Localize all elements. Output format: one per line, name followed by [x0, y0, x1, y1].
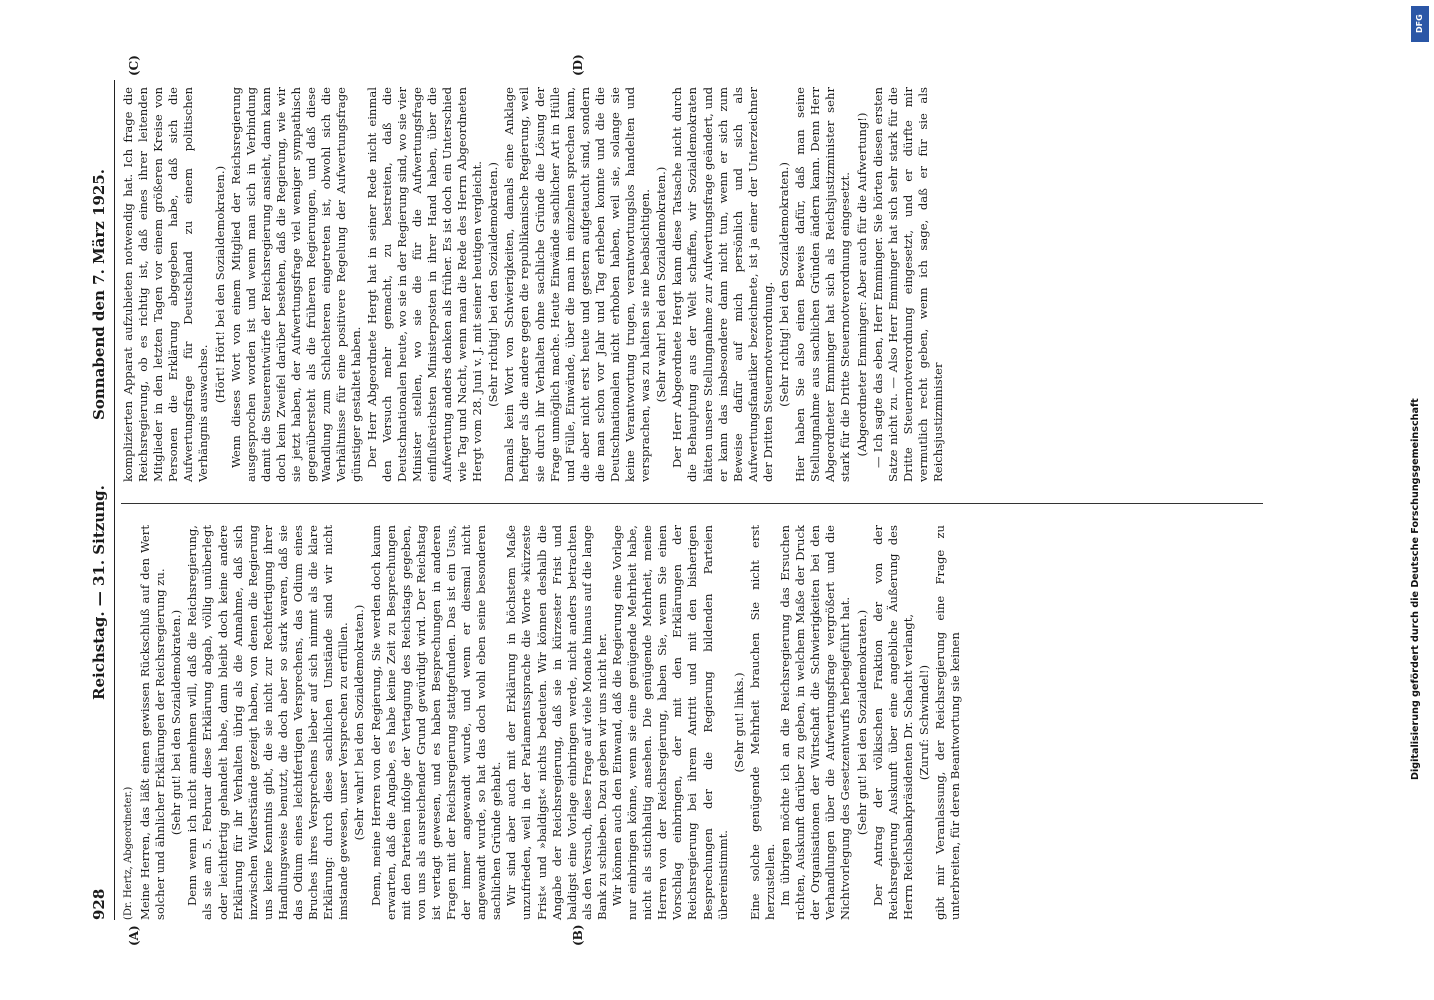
interjection: (Sehr richtig! bei den Sozialdemokraten.): [486, 162, 501, 407]
interjection: (Hört! Hört! bei den Sozialdemokraten.): [212, 165, 227, 404]
dfg-logo: DFG: [1411, 6, 1429, 42]
paragraph: Der Antrag der völkischen Fraktion der von der Reichsregierung Auskunft über eine angebliche Äußerung des Herrn Reichsbankpräsidenten Dr. Schacht verlangt,: [870, 525, 915, 920]
paragraph: gibt mir Veranlassung, der Reichsregierung eine Frage zu unterbreiten, für deren Beantwortung sie keinen: [932, 525, 963, 920]
paragraph: Der Herr Abgeordnete Hergt hat in seiner Rede nicht einmal den Versuch mehr gemacht, zu bestreiten, daß die Deutschnationalen heute, wo sie in der Regierung sind, wo sie vier Minister stellen, wo sie die für die Aufwertungsfrage einflußreichsten Ministerposten in ihrer Hand haben, über die Aufwertung anders denken als früher. Es ist doch ein Unterschied wie Tag und Nacht, wenn man die Rede des Herrn Abgeordneten Hergt vom 28. Juni v. J. mit seiner heutigen vergleicht.: [364, 87, 485, 482]
interjection: (Zuruf: Schwindel!): [916, 664, 931, 781]
paragraph: Damals kein Wort von Schwierigkeiten, damals eine Anklage heftiger als die andere gegen die republikanische Regierung, weil sie durch ihr Verhalten ohne sachliche Gründe die Lösung der Frage unmöglich mache. Heute Einwände sachlicher Art in Hülle und Fülle, Einwände, über die man im einzelnen sprechen kann, die aber nicht erst heute und gestern aufgetaucht sind, sondern die man schon vor Jahr und Tag erheben konnte und die die Deutschnationalen nicht erhoben haben, weil sie, solange sie keine Verantwortung trugen, verantwortungslos handelten und versprachen, was zu halten sie nie beabsichtigen.: [502, 87, 653, 482]
rotated-document-page: [85, 54, 1335, 946]
paragraph: Im übrigen möchte ich an die Reichsregierung das Ersuchen richten, Auskunft darüber zu geben, in welchem Maße der Druck der Organisationen der Wirtschaft die Schwierigkeiten bei den Verhandlungen über die Aufwertungsfrage vergrößert und die Nichtvorlegung des Gesetzentwurfs herbeigeführt hat.: [778, 525, 853, 920]
header-rule: [114, 80, 115, 920]
paragraph: Hier haben Sie also einen Beweis dafür, daß man seine Stellungnahme aus sachlichen Gründen ändern kann. Denn Herr Abgeordneter Emminger hat sich als Reichsjustizminister sehr stark für die Dritte Steuernotverordnung eingesetzt.: [793, 87, 853, 482]
paragraph: Wir können auch den Einwand, daß die Regierung eine Vorlage nur einbringen könne, wenn sie eine genügende Mehrheit habe, nicht als stichhaltig ansehen. Die genügende Mehrheit, meine Herren von der Reichsregierung, haben Sie, wenn Sie einen Vorschlag einbringen, der mit den Erklärungen der Reichsregierung bei ihrem Antritt und mit den bisherigen Besprechungen der die Regierung bildenden Parteien übereinstimmt.: [610, 525, 730, 920]
paragraph: Denn wenn ich nicht annehmen will, daß die Reichsregierung, als sie am 5. Februar diese Erklärung abgab, völlig unüberlegt oder leichtfertig gehandelt habe, dann bleibt doch keine andere Erklärung für ihr Verhalten übrig als die Annahme, daß sich inzwischen Widerstände gezeigt haben, von denen die Regierung uns keine Kenntnis gibt, die sie nicht zur Rechtfertigung ihrer Handlungsweise benutzt, die doch aber so stark waren, daß sie das Odium eines leichtfertigen Versprechens, das Odium eines Bruches ihres Versprechens lieber auf sich nimmt als die klare Erklärung: durch diese sachlichen Umstände sind wir nicht imstande gewesen, unser Versprechen zu erfüllen.: [185, 525, 351, 920]
left-text-column: [121, 525, 963, 920]
interjection: (Sehr gut! bei den Sozialdemokraten.): [854, 609, 869, 836]
margin-marker-d: (D): [571, 54, 585, 76]
margin-marker-c: (C): [127, 55, 141, 76]
paragraph: komplizierten Apparat aufzubieten notwendig hat. Ich frage die Reichsregierung, ob es richtig ist, daß eines ihrer leitenden Mitglieder in den letzten Tagen vor einem größeren Kreise von Personen die Erklärung abgegeben habe, daß sich die Aufwertungsfrage für Deutschland zu einem politischen Verhängnis auswachse.: [121, 87, 211, 482]
page-header: [85, 80, 115, 920]
credit-text: Digitalisierung gefördert durch die Deutsche Forschungsgemeinschaft: [1410, 398, 1421, 780]
interjection: (Sehr wahr! bei den Sozialdemokraten.): [352, 604, 367, 841]
interjection: (Sehr richtig! bei den Sozialdemokraten.): [777, 162, 792, 407]
interjection: (Sehr gut! bei den Sozialdemokraten.): [169, 609, 184, 836]
interjection: (Abgeordneter Emminger: Aber auch für die Aufwertung!): [854, 112, 869, 457]
page-number: 928: [90, 888, 108, 920]
paragraph: — Ich sagte das eben, Herr Emminger. Sie hörten diesen ersten Satze nicht zu. — Also Herr Emminger hat sich sehr stark für die Dritte Steuernotverordnung eingesetzt, und er dürfte mir vermutlich recht geben, wenn ich sage, daß er für sie als Reichsjustizminister: [870, 87, 945, 482]
paragraph: Meine Herren, das läßt einen gewissen Rückschluß auf den Wert solcher und ähnlicher Erklärungen der Reichsregierung zu.: [138, 525, 168, 920]
paragraph: Der Herr Abgeordnete Hergt kann diese Tatsache nicht durch die Behauptung aus der Welt schaffen, wir Sozialdemokraten hätten unsere Stellungnahme zur Aufwertungsfrage geändert, und er kann das insbesondere dann nicht tun, wenn er sich zum Beweise dafür auf mich persönlich und sich als Aufwertungsfanatiker bezeichnete, ist ja einer der Unterzeichner der Dritten Steuernotverordnung.: [670, 87, 775, 482]
date-title: Sonnabend den 7. März 1925.: [90, 169, 108, 420]
interjection: (Sehr wahr! bei den Sozialdemokraten.): [654, 166, 669, 403]
speaker-line: (Dr. Hertz, Abgeordneter.): [123, 786, 134, 920]
paragraph: Wir sind aber auch mit der Erklärung in höchstem Maße unzufrieden, weil in der Parlamentssprache die Worte »kürzeste Frist« und »baldigst« nichts bedeuten. Wir können deshalb die Angabe der Reichsregierung, daß sie in kürzester Frist und baldigst eine Vorlage einbringen werde, nicht anders betrachten als den Versuch, diese Frage auf viele Monate hinaus auf die lange Bank zu schieben. Dazu geben wir uns nicht her.: [504, 525, 609, 920]
margin-marker-b: (B): [571, 924, 585, 946]
paragraph: Wenn dieses Wort von einem Mitglied der Reichsregierung ausgesprochen worden ist und wenn man sich in Verbindung damit die Steuerentwürfe der Reichsregierung ansieht, dann kann doch kein Zweifel darüber bestehen, daß die Regierung, wie wir sie jetzt haben, der Aufwertungsfrage viel weniger sympathisch gegenübersteht als die früheren Regierungen, und daß diese Wandlung zum Schlechteren eingetreten ist, obwohl sich die Verhältnisse für eine positivere Regelung der Aufwertungsfrage günstiger gestaltet haben.: [228, 87, 364, 482]
right-text-column: [121, 87, 946, 482]
paragraph: Denn, meine Herren von der Regierung, Sie werden doch kaum erwarten, daß die Angabe, es habe keine Zeit zu Besprechungen mit den Parteien infolge der Vertagung des Reichstags gegeben, von uns als ausreichender Grund gewürdigt wird. Der Reichstag ist vertagt gewesen, und es haben Besprechungen in anderen Fragen mit der Reichsregierung stattgefunden. Das ist ein Usus, der immer angewandt wurde, und wenn er diesmal nicht angewandt wurde, so hat das doch wohl eben seine besonderen sachlichen Gründe gehabt.: [368, 525, 504, 920]
interjection: (Sehr gut! links.): [731, 672, 746, 773]
digitization-credit: [1404, 0, 1434, 1000]
margin-marker-a: (A): [127, 925, 141, 946]
paragraph: Eine solche genügende Mehrheit brauchen Sie nicht erst herzustellen.: [747, 525, 777, 920]
session-title: Reichstag. — 31. Sitzung.: [90, 485, 108, 700]
